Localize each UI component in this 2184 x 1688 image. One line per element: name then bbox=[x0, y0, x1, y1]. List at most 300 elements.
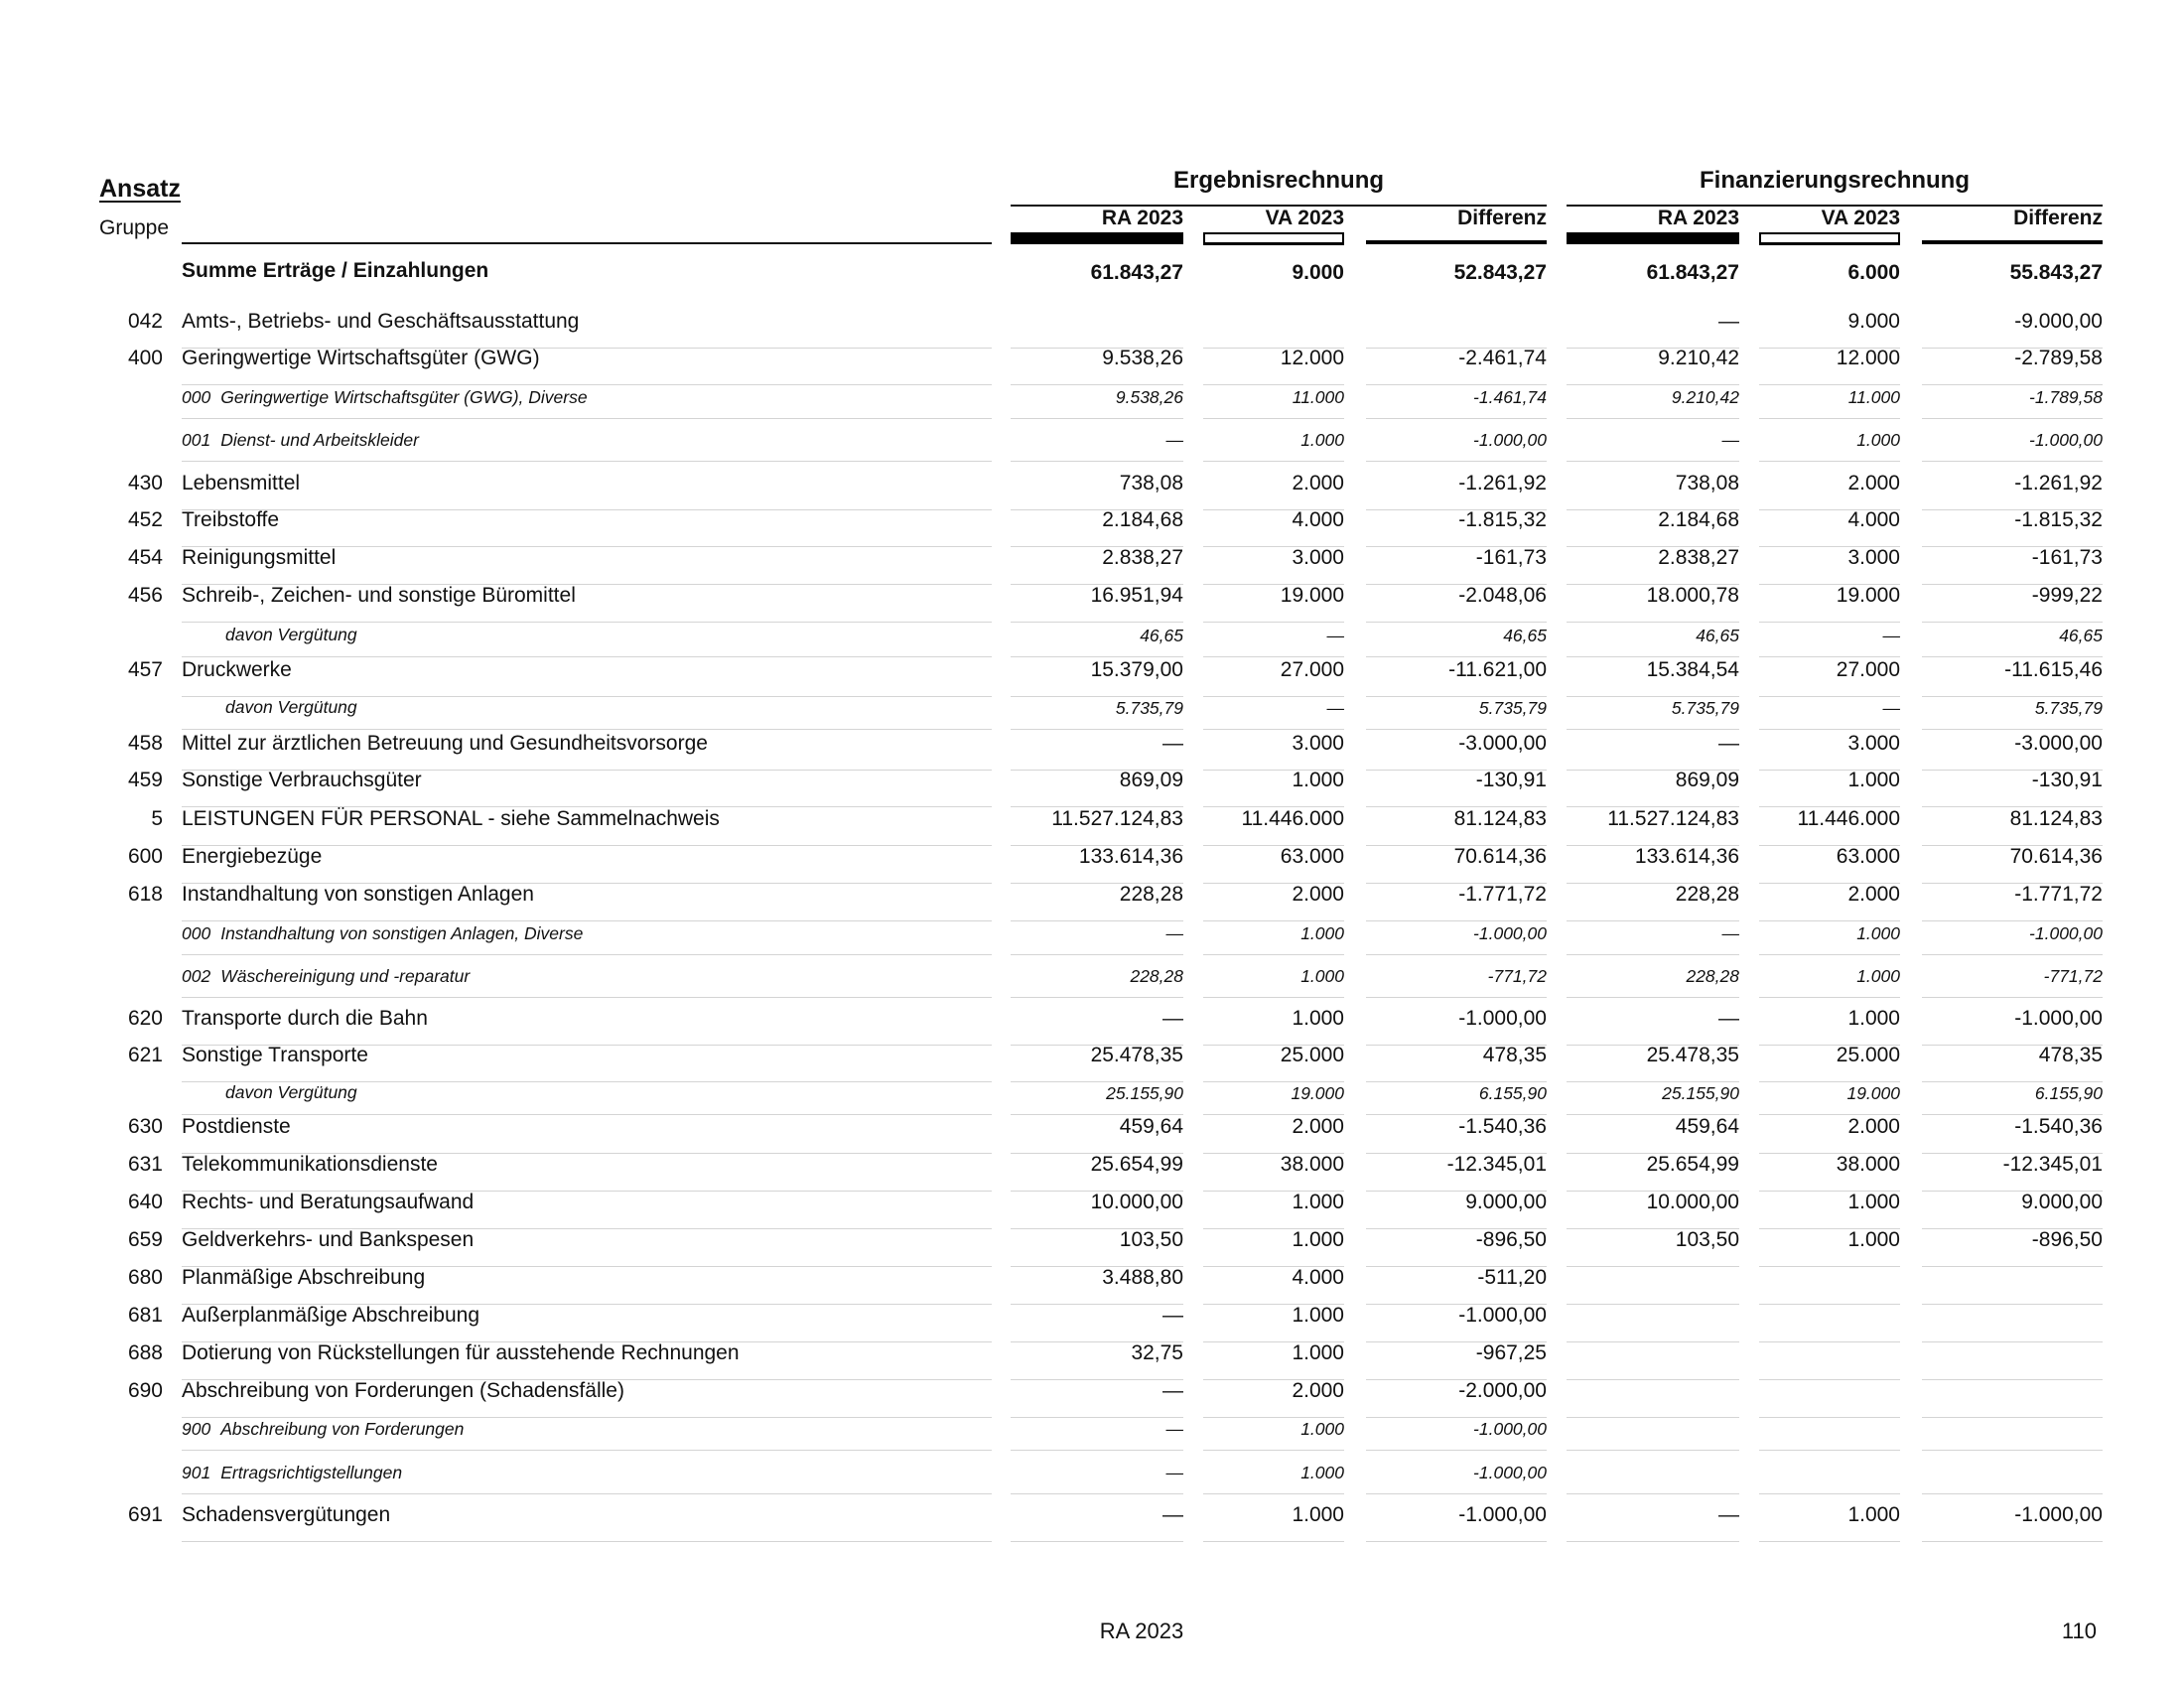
ansatz-code: 640 bbox=[127, 1191, 163, 1213]
cell-e-ra: 228,28 bbox=[1130, 966, 1183, 986]
cell-e-diff: 478,35 bbox=[1482, 1044, 1547, 1066]
cell-f-diff: -12.345,01 bbox=[2002, 1153, 2103, 1176]
cell-f-diff: 55.843,27 bbox=[2009, 261, 2103, 284]
cell-f-va: 1.000 bbox=[1847, 1191, 1900, 1213]
cell-e-va: 2.000 bbox=[1292, 1115, 1344, 1138]
cell-f-ra: 25.654,99 bbox=[1646, 1153, 1739, 1176]
ansatz-code: 457 bbox=[127, 658, 163, 681]
cell-f-va: 27.000 bbox=[1836, 658, 1900, 681]
cell-e-ra: 2.184,68 bbox=[1102, 508, 1183, 531]
row-rule bbox=[1922, 696, 2103, 697]
row-rule bbox=[1922, 920, 2103, 921]
cell-e-va: 4.000 bbox=[1292, 1266, 1344, 1289]
cell-e-va: 1.000 bbox=[1292, 1304, 1344, 1327]
cell-f-ra: 9.210,42 bbox=[1671, 387, 1739, 407]
row-rule bbox=[1759, 1450, 1900, 1451]
row-description: Energiebezüge bbox=[182, 845, 323, 868]
cell-e-ra: 10.000,00 bbox=[1090, 1191, 1183, 1213]
cell-f-diff: -1.000,00 bbox=[2029, 923, 2103, 943]
row-rule bbox=[1567, 1266, 1739, 1267]
row-rule bbox=[1366, 1493, 1547, 1494]
sub-code: 901 bbox=[182, 1463, 211, 1482]
row-rule bbox=[1922, 997, 2103, 998]
cell-e-va: 1.000 bbox=[1300, 923, 1344, 943]
row-rule bbox=[1366, 1450, 1547, 1451]
row-rule bbox=[1203, 920, 1344, 921]
cell-f-va: 19.000 bbox=[1846, 1083, 1900, 1103]
cell-f-ra: 61.843,27 bbox=[1646, 261, 1739, 284]
row-rule bbox=[1759, 997, 1900, 998]
row-rule bbox=[1366, 696, 1547, 697]
cell-f-ra: 10.000,00 bbox=[1646, 1191, 1739, 1213]
cell-e-va: 4.000 bbox=[1292, 508, 1344, 531]
ergebnisrechnung-heading: Ergebnisrechnung bbox=[1172, 167, 1385, 194]
bar-e-ra bbox=[1011, 232, 1183, 244]
sub-row-description bbox=[182, 1463, 402, 1483]
row-rule bbox=[1011, 1541, 1183, 1542]
cell-f-va: 11.446.000 bbox=[1797, 807, 1900, 830]
cell-e-diff: 52.843,27 bbox=[1453, 261, 1547, 284]
finanzierungsrechnung-heading: Finanzierungsrechnung bbox=[1699, 167, 1970, 194]
cell-f-va: — bbox=[1882, 626, 1900, 645]
row-rule bbox=[1922, 384, 2103, 385]
cell-e-va: — bbox=[1326, 626, 1344, 645]
row-rule bbox=[1567, 418, 1739, 419]
cell-f-diff: 9.000,00 bbox=[2021, 1191, 2103, 1213]
cell-f-ra: — bbox=[1721, 430, 1739, 450]
row-description: Dotierung von Rückstellungen für ausstehende Rechnungen bbox=[182, 1341, 740, 1364]
row-rule bbox=[182, 418, 992, 419]
cell-f-ra: — bbox=[1718, 1503, 1739, 1526]
row-rule bbox=[1203, 997, 1344, 998]
row-rule bbox=[1759, 1081, 1900, 1082]
cell-e-ra: 459,64 bbox=[1119, 1115, 1183, 1138]
davon-label: davon Vergütung bbox=[225, 697, 357, 717]
row-rule bbox=[1011, 622, 1183, 623]
cell-e-ra: 11.527.124,83 bbox=[1051, 807, 1183, 830]
cell-e-diff: -2.461,74 bbox=[1458, 347, 1547, 369]
row-rule bbox=[182, 1541, 992, 1542]
cell-e-diff: -161,73 bbox=[1475, 546, 1547, 569]
cell-e-ra: 32,75 bbox=[1131, 1341, 1183, 1364]
row-rule bbox=[1922, 954, 2103, 955]
cell-f-diff: -1.771,72 bbox=[2014, 883, 2103, 906]
cell-e-diff: 6.155,90 bbox=[1478, 1083, 1547, 1103]
row-rule bbox=[1011, 1493, 1183, 1494]
row-description: Schadensvergütungen bbox=[182, 1503, 391, 1526]
cell-e-diff: 5.735,79 bbox=[1478, 698, 1547, 718]
footer-report-label: RA 2023 bbox=[1099, 1618, 1184, 1643]
row-rule bbox=[1366, 729, 1547, 730]
sub-row-description bbox=[182, 387, 588, 408]
ansatz-code: 630 bbox=[127, 1115, 163, 1138]
cell-e-ra: 15.379,00 bbox=[1090, 658, 1183, 681]
cell-f-va: — bbox=[1882, 698, 1900, 718]
row-rule bbox=[1567, 1450, 1739, 1451]
row-rule bbox=[1759, 920, 1900, 921]
cell-e-va: 2.000 bbox=[1292, 472, 1344, 494]
sub-label: Ertragsrichtigstellungen bbox=[220, 1463, 403, 1482]
cell-f-va: 3.000 bbox=[1847, 732, 1900, 755]
row-rule bbox=[182, 1417, 992, 1418]
cell-e-diff: -2.048,06 bbox=[1458, 584, 1547, 607]
cell-e-va: 1.000 bbox=[1292, 1503, 1344, 1526]
col-head-f-ra: RA 2023 bbox=[1657, 207, 1739, 229]
cell-e-va: 1.000 bbox=[1292, 1341, 1344, 1364]
cell-e-ra: 5.735,79 bbox=[1115, 698, 1183, 718]
cell-f-diff: -1.000,00 bbox=[2029, 430, 2103, 450]
cell-e-va: 25.000 bbox=[1280, 1044, 1344, 1066]
cell-f-diff: -1.815,32 bbox=[2014, 508, 2103, 531]
ansatz-code: 458 bbox=[127, 732, 163, 755]
cell-e-diff: -1.000,00 bbox=[1473, 430, 1547, 450]
cell-e-diff: -1.540,36 bbox=[1458, 1115, 1547, 1138]
row-description: Telekommunikationsdienste bbox=[182, 1153, 438, 1176]
bar-e-diff bbox=[1366, 240, 1547, 244]
cell-e-ra: — bbox=[1165, 1419, 1183, 1439]
sub-row-description bbox=[182, 1419, 464, 1440]
cell-e-diff: -1.000,00 bbox=[1458, 1503, 1547, 1526]
row-description: Sonstige Transporte bbox=[182, 1044, 368, 1066]
cell-e-ra: — bbox=[1165, 923, 1183, 943]
ansatz-code: 618 bbox=[127, 883, 163, 906]
cell-f-diff: -999,22 bbox=[2031, 584, 2103, 607]
ansatz-code: 621 bbox=[127, 1044, 163, 1066]
row-rule bbox=[1011, 1450, 1183, 1451]
row-rule bbox=[1567, 729, 1739, 730]
cell-e-va: 12.000 bbox=[1280, 347, 1344, 369]
cell-e-ra: 228,28 bbox=[1119, 883, 1183, 906]
cell-e-va: 1.000 bbox=[1292, 1007, 1344, 1030]
row-rule bbox=[1011, 1417, 1183, 1418]
row-rule bbox=[1922, 1379, 2103, 1380]
sub-row-description bbox=[182, 966, 470, 987]
cell-f-va: 1.000 bbox=[1856, 430, 1900, 450]
cell-f-diff: 5.735,79 bbox=[2034, 698, 2103, 718]
cell-f-ra: — bbox=[1721, 923, 1739, 943]
ansatz-code: 691 bbox=[127, 1503, 163, 1526]
cell-f-va: 6.000 bbox=[1847, 261, 1900, 284]
row-rule bbox=[1203, 656, 1344, 657]
sub-label: Geringwertige Wirtschaftsgüter (GWG), Diverse bbox=[220, 387, 588, 407]
cell-e-ra: 2.838,27 bbox=[1102, 546, 1183, 569]
row-rule bbox=[1567, 1541, 1739, 1542]
cell-e-diff: -12.345,01 bbox=[1446, 1153, 1547, 1176]
ansatz-code: 659 bbox=[127, 1228, 163, 1251]
row-description: Planmäßige Abschreibung bbox=[182, 1266, 426, 1289]
cell-f-diff: 478,35 bbox=[2038, 1044, 2103, 1066]
row-rule bbox=[1759, 696, 1900, 697]
row-description: Instandhaltung von sonstigen Anlagen bbox=[182, 883, 534, 906]
ansatz-code: 5 bbox=[151, 807, 163, 830]
row-rule bbox=[1567, 997, 1739, 998]
row-description: Abschreibung von Forderungen (Schadensfälle) bbox=[182, 1379, 624, 1402]
row-rule bbox=[1567, 461, 1739, 462]
row-rule bbox=[1922, 622, 2103, 623]
ansatz-code: 430 bbox=[127, 472, 163, 494]
cell-e-diff: -967,25 bbox=[1475, 1341, 1547, 1364]
row-rule bbox=[1567, 656, 1739, 657]
row-rule bbox=[1922, 1417, 2103, 1418]
row-rule bbox=[1759, 1541, 1900, 1542]
cell-e-diff: -2.000,00 bbox=[1458, 1379, 1547, 1402]
cell-e-ra: 9.538,26 bbox=[1102, 347, 1183, 369]
cell-e-diff: 70.614,36 bbox=[1453, 845, 1547, 868]
row-rule bbox=[1203, 1417, 1344, 1418]
cell-e-va: 9.000 bbox=[1292, 261, 1344, 284]
cell-f-ra: — bbox=[1718, 310, 1739, 333]
cell-f-va: 2.000 bbox=[1847, 883, 1900, 906]
cell-e-va: 2.000 bbox=[1292, 883, 1344, 906]
cell-e-va: 3.000 bbox=[1292, 732, 1344, 755]
row-description: Treibstoffe bbox=[182, 508, 280, 531]
row-rule bbox=[1759, 384, 1900, 385]
row-rule bbox=[1203, 384, 1344, 385]
row-rule bbox=[1366, 1541, 1547, 1542]
cell-e-diff: -1.000,00 bbox=[1458, 1304, 1547, 1327]
cell-f-ra: 11.527.124,83 bbox=[1607, 807, 1739, 830]
row-rule bbox=[1922, 1266, 2103, 1267]
cell-e-ra: — bbox=[1162, 1304, 1183, 1327]
cell-f-ra: 25.155,90 bbox=[1662, 1083, 1739, 1103]
cell-e-diff: 9.000,00 bbox=[1465, 1191, 1547, 1213]
row-description: Schreib-, Zeichen- und sonstige Büromittel bbox=[182, 584, 576, 607]
row-rule bbox=[1567, 1417, 1739, 1418]
row-rule bbox=[182, 1493, 992, 1494]
cell-e-ra: 46,65 bbox=[1140, 626, 1183, 645]
cell-e-diff: -3.000,00 bbox=[1458, 732, 1547, 755]
cell-e-va: 1.000 bbox=[1292, 1228, 1344, 1251]
row-rule bbox=[1366, 656, 1547, 657]
row-rule bbox=[1922, 418, 2103, 419]
row-rule bbox=[1922, 1450, 2103, 1451]
sub-code: 000 bbox=[182, 387, 211, 407]
row-rule bbox=[1011, 384, 1183, 385]
cell-e-diff: -896,50 bbox=[1475, 1228, 1547, 1251]
cell-f-ra: 459,64 bbox=[1675, 1115, 1739, 1138]
ansatz-code: 600 bbox=[127, 845, 163, 868]
sub-label: Abschreibung von Forderungen bbox=[220, 1419, 465, 1439]
cell-f-ra: 133.614,36 bbox=[1634, 845, 1739, 868]
row-rule bbox=[1759, 729, 1900, 730]
ansatz-heading: Ansatz bbox=[99, 175, 181, 203]
cell-f-ra: 103,50 bbox=[1675, 1228, 1739, 1251]
row-rule bbox=[1922, 461, 2103, 462]
cell-e-va: 19.000 bbox=[1280, 584, 1344, 607]
row-rule bbox=[1759, 461, 1900, 462]
row-rule bbox=[182, 656, 992, 657]
cell-f-diff: -896,50 bbox=[2031, 1228, 2103, 1251]
cell-f-diff: -11.615,46 bbox=[2004, 658, 2103, 681]
cell-e-diff: -1.461,74 bbox=[1473, 387, 1547, 407]
cell-f-diff: -771,72 bbox=[2043, 966, 2103, 986]
cell-e-va: 1.000 bbox=[1300, 966, 1344, 986]
row-rule bbox=[1011, 461, 1183, 462]
davon-label: davon Vergütung bbox=[225, 625, 357, 644]
cell-f-va: 1.000 bbox=[1856, 923, 1900, 943]
cell-f-diff: -161,73 bbox=[2031, 546, 2103, 569]
sub-code: 000 bbox=[182, 923, 211, 943]
sub-label: Dienst- und Arbeitskleider bbox=[220, 430, 419, 450]
row-rule bbox=[1567, 1081, 1739, 1082]
row-rule bbox=[1922, 1304, 2103, 1305]
row-rule bbox=[1203, 1081, 1344, 1082]
cell-e-ra: 25.654,99 bbox=[1090, 1153, 1183, 1176]
cell-f-va: 38.000 bbox=[1836, 1153, 1900, 1176]
cell-f-ra: 738,08 bbox=[1675, 472, 1739, 494]
ansatz-code: 680 bbox=[127, 1266, 163, 1289]
col-head-f-va: VA 2023 bbox=[1821, 207, 1900, 229]
davon-label: davon Vergütung bbox=[225, 1082, 357, 1102]
cell-f-diff: 46,65 bbox=[2059, 626, 2103, 645]
row-description: Außerplanmäßige Abschreibung bbox=[182, 1304, 480, 1327]
cell-e-ra: — bbox=[1162, 1007, 1183, 1030]
row-description: Geringwertige Wirtschaftsgüter (GWG) bbox=[182, 347, 540, 369]
row-rule bbox=[1203, 1541, 1344, 1542]
row-rule bbox=[182, 954, 992, 955]
row-rule bbox=[182, 509, 992, 510]
row-description: Sonstige Verbrauchsgüter bbox=[182, 769, 422, 791]
cell-f-ra: 228,28 bbox=[1686, 966, 1739, 986]
row-rule bbox=[1366, 954, 1547, 955]
row-rule bbox=[1759, 1304, 1900, 1305]
row-rule bbox=[182, 1450, 992, 1451]
ansatz-code: 452 bbox=[127, 508, 163, 531]
row-description: Rechts- und Beratungsaufwand bbox=[182, 1191, 475, 1213]
row-rule bbox=[1011, 729, 1183, 730]
cell-e-diff: -511,20 bbox=[1477, 1266, 1547, 1289]
row-rule bbox=[1366, 1417, 1547, 1418]
bar-f-va bbox=[1759, 232, 1900, 245]
cell-f-va: 1.000 bbox=[1856, 966, 1900, 986]
row-rule bbox=[1759, 1493, 1900, 1494]
row-rule bbox=[1203, 418, 1344, 419]
cell-f-ra: 18.000,78 bbox=[1646, 584, 1739, 607]
row-rule bbox=[1011, 656, 1183, 657]
row-rule bbox=[1922, 1493, 2103, 1494]
row-rule bbox=[1366, 418, 1547, 419]
cell-e-ra: — bbox=[1162, 1379, 1183, 1402]
cell-e-ra: — bbox=[1162, 732, 1183, 755]
cell-e-diff: -1.815,32 bbox=[1458, 508, 1547, 531]
row-description: Transporte durch die Bahn bbox=[182, 1007, 428, 1030]
cell-f-ra: — bbox=[1718, 732, 1739, 755]
sub-label: Instandhaltung von sonstigen Anlagen, Diverse bbox=[220, 923, 584, 943]
row-rule bbox=[1759, 1379, 1900, 1380]
cell-f-va: 1.000 bbox=[1847, 769, 1900, 791]
col-head-f-diff: Differenz bbox=[2013, 207, 2103, 229]
bar-f-ra bbox=[1567, 232, 1739, 244]
cell-e-va: 38.000 bbox=[1280, 1153, 1344, 1176]
cell-f-ra: — bbox=[1718, 1007, 1739, 1030]
ansatz-code: 631 bbox=[127, 1153, 163, 1176]
row-rule bbox=[1567, 384, 1739, 385]
ansatz-code: 690 bbox=[127, 1379, 163, 1402]
row-rule bbox=[1567, 1341, 1739, 1342]
page-number: 110 bbox=[2061, 1618, 2097, 1643]
row-rule bbox=[1567, 920, 1739, 921]
cell-e-ra: 61.843,27 bbox=[1090, 261, 1183, 284]
cell-f-ra: 2.838,27 bbox=[1658, 546, 1739, 569]
cell-f-ra: 9.210,42 bbox=[1658, 347, 1739, 369]
row-description: LEISTUNGEN FÜR PERSONAL - siehe Sammelnachweis bbox=[182, 807, 720, 830]
ansatz-code: 620 bbox=[127, 1007, 163, 1030]
row-description: Geldverkehrs- und Bankspesen bbox=[182, 1228, 475, 1251]
cell-f-diff: -1.261,92 bbox=[2014, 472, 2103, 494]
ansatz-code: 688 bbox=[127, 1341, 163, 1364]
row-rule bbox=[1922, 729, 2103, 730]
row-rule bbox=[1203, 1450, 1344, 1451]
row-rule bbox=[182, 729, 992, 730]
row-rule bbox=[1203, 461, 1344, 462]
row-rule bbox=[1011, 418, 1183, 419]
row-rule bbox=[1366, 997, 1547, 998]
row-rule bbox=[1922, 1081, 2103, 1082]
cell-e-va: 1.000 bbox=[1300, 1419, 1344, 1439]
cell-f-va: 3.000 bbox=[1847, 546, 1900, 569]
cell-e-diff: -1.000,00 bbox=[1458, 1007, 1547, 1030]
cell-e-ra: 133.614,36 bbox=[1078, 845, 1183, 868]
cell-f-ra: 46,65 bbox=[1696, 626, 1739, 645]
cell-e-ra: 16.951,94 bbox=[1090, 584, 1183, 607]
col-head-e-va: VA 2023 bbox=[1265, 207, 1344, 229]
row-rule bbox=[1567, 696, 1739, 697]
row-rule bbox=[1567, 1493, 1739, 1494]
row-rule bbox=[1922, 1341, 2103, 1342]
row-rule bbox=[1759, 622, 1900, 623]
cell-e-va: 1.000 bbox=[1292, 1191, 1344, 1213]
cell-f-va: 2.000 bbox=[1847, 472, 1900, 494]
row-rule bbox=[182, 622, 992, 623]
cell-e-ra: 25.155,90 bbox=[1106, 1083, 1183, 1103]
cell-f-diff: -1.789,58 bbox=[2029, 387, 2103, 407]
row-rule bbox=[1759, 1417, 1900, 1418]
col-head-e-ra: RA 2023 bbox=[1101, 207, 1183, 229]
row-rule bbox=[1922, 656, 2103, 657]
cell-e-va: 2.000 bbox=[1292, 1379, 1344, 1402]
row-rule bbox=[1759, 656, 1900, 657]
ansatz-code: 459 bbox=[127, 769, 163, 791]
cell-e-diff: -1.000,00 bbox=[1473, 1463, 1547, 1482]
cell-f-va: 9.000 bbox=[1847, 310, 1900, 333]
cell-f-diff: -1.540,36 bbox=[2014, 1115, 2103, 1138]
cell-f-diff: -9.000,00 bbox=[2014, 310, 2103, 333]
row-description: Druckwerke bbox=[182, 658, 292, 681]
ansatz-code: 454 bbox=[127, 546, 163, 569]
cell-f-va: 63.000 bbox=[1836, 845, 1900, 868]
cell-f-va: 2.000 bbox=[1847, 1115, 1900, 1138]
cell-f-va: 1.000 bbox=[1847, 1007, 1900, 1030]
row-rule bbox=[182, 384, 992, 385]
cell-f-diff: 6.155,90 bbox=[2034, 1083, 2103, 1103]
row-description: Reinigungsmittel bbox=[182, 546, 337, 569]
row-rule bbox=[1366, 461, 1547, 462]
label-column-rule bbox=[182, 242, 992, 244]
cell-e-diff: -1.000,00 bbox=[1473, 923, 1547, 943]
row-rule bbox=[1922, 1541, 2103, 1542]
cell-e-diff: 46,65 bbox=[1503, 626, 1547, 645]
row-rule bbox=[1759, 1341, 1900, 1342]
cell-e-ra: 103,50 bbox=[1119, 1228, 1183, 1251]
row-rule bbox=[1366, 622, 1547, 623]
cell-f-diff: -3.000,00 bbox=[2014, 732, 2103, 755]
row-rule bbox=[182, 1114, 992, 1115]
col-head-e-diff: Differenz bbox=[1457, 207, 1547, 229]
cell-e-diff: -1.261,92 bbox=[1458, 472, 1547, 494]
cell-f-diff: -1.000,00 bbox=[2014, 1007, 2103, 1030]
row-rule bbox=[1011, 954, 1183, 955]
cell-e-va: 3.000 bbox=[1292, 546, 1344, 569]
